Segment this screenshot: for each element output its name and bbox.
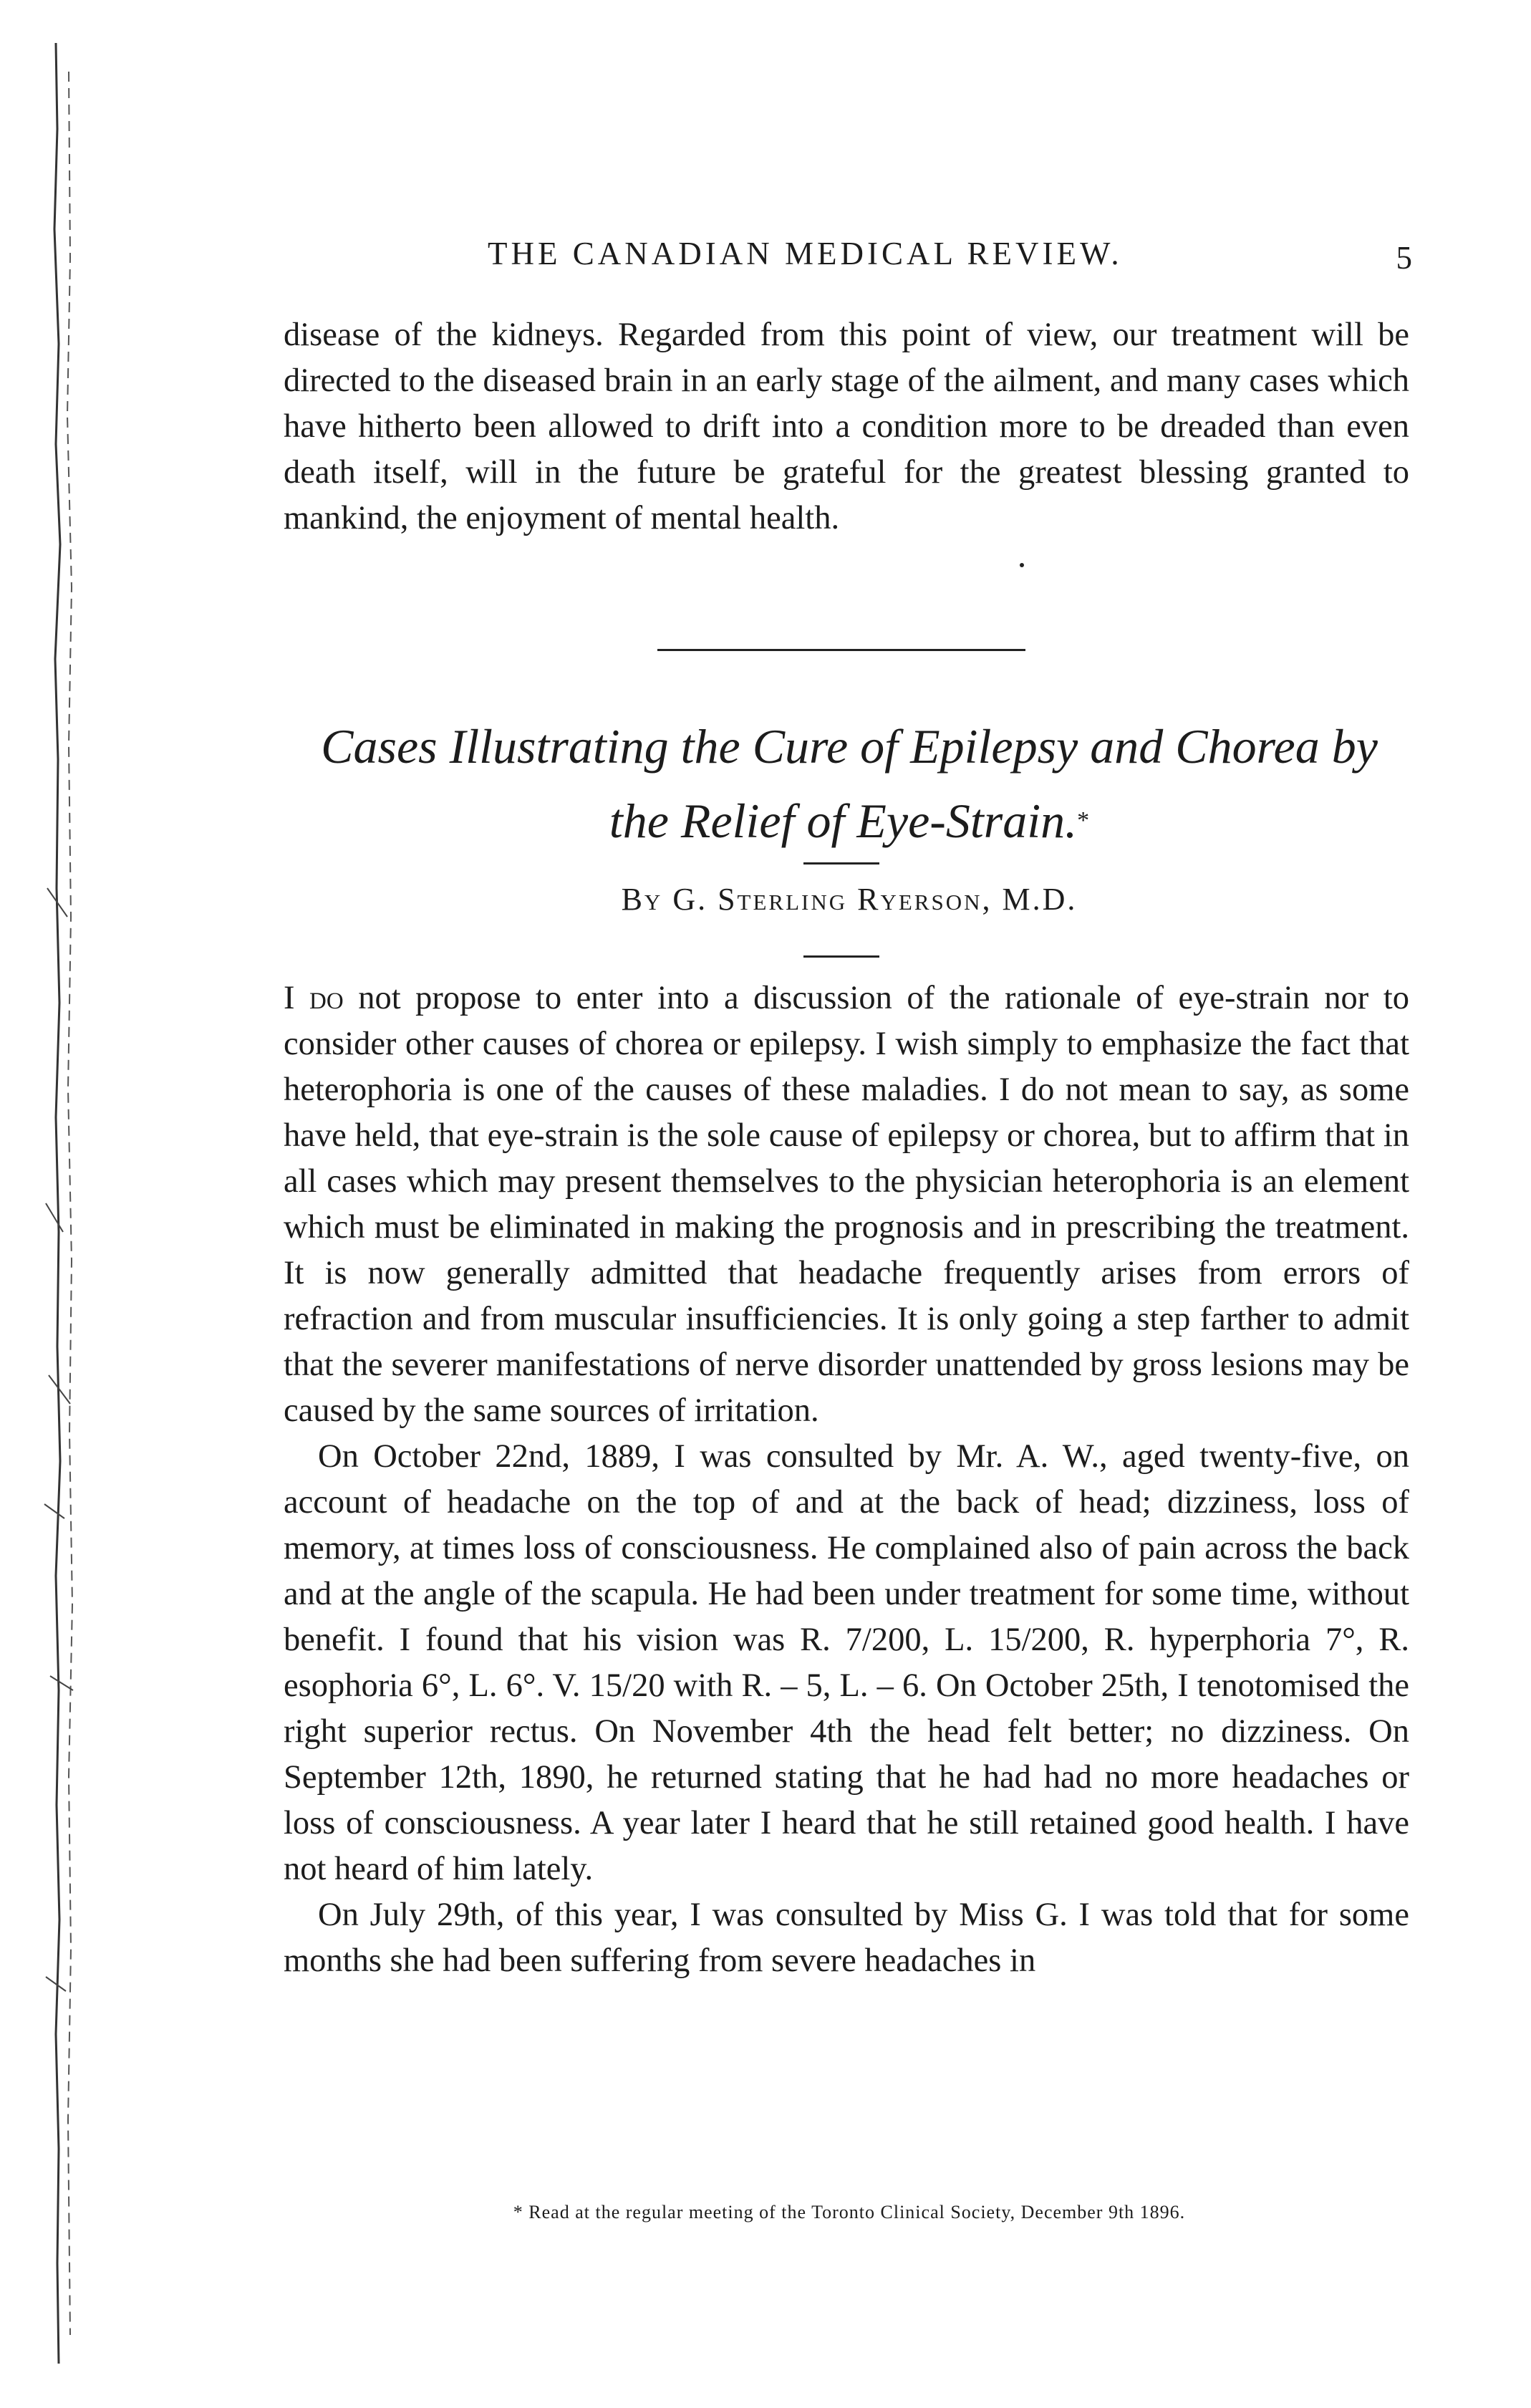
footnote: * Read at the regular meeting of the Toronto Clinical Society, December 9th 1896. bbox=[513, 2202, 1186, 2222]
article-body bbox=[284, 976, 1409, 1984]
section-divider-rule bbox=[657, 649, 1025, 651]
binding-edge bbox=[42, 43, 83, 2364]
opening-paragraph: disease of the kidneys. Regarded from this point of view, our treatment will be directed to the diseased brain in an early stage of the ailment, and many cases which have hitherto been allowed to drift into a condition more to be dreaded than even death itself, will in the future be grateful for the greatest blessing granted to mankind, the enjoyment of mental health. bbox=[284, 317, 1409, 536]
stray-dot bbox=[1020, 563, 1024, 567]
footnote-marker: * bbox=[1077, 807, 1090, 834]
page-number: 5 bbox=[1396, 240, 1412, 276]
running-head-title: THE CANADIAN MEDICAL REVIEW. bbox=[488, 236, 1123, 271]
article-paragraph-2: On October 22nd, 1889, I was consulted by Mr. A. W., aged twenty-five, on account of headache on the top of and at the back of head; dizziness, loss of memory, at times loss of consciousness. He complained also of pain across the back and at the angle of the scapula. He had been under treatment for some time, without benefit. I found that his vision was R. 7/200, L. 15/200, R. hyperphoria 7°, R. esophoria 6°, L. 6°. V. 15/20 with R. – 5, L. – 6. On October 25th, I tenotomised the right superior rectus. On November 4th the head felt better; no dizziness. On September 12th, 1890, he returned stating that he had had no more headaches or loss of consciousness. A year later I heard that he still retained good health. I have not heard of him lately. bbox=[284, 1438, 1409, 1887]
article-paragraph-3: On July 29th, of this year, I was consulted by Miss G. I was told that for some months she had been suffering from severe headaches in bbox=[284, 1897, 1409, 1979]
article-title-line-1: Cases Illustrating the Cure of Epilepsy and Chorea by bbox=[321, 719, 1378, 774]
byline-rule-bottom bbox=[803, 955, 879, 958]
paragraph-1-lead: I do bbox=[284, 980, 344, 1016]
running-head bbox=[284, 235, 1412, 278]
byline: By G. Sterling Ryerson, M.D. bbox=[621, 882, 1078, 917]
paragraph-1-text: not propose to enter into a discussion of the rationale of eye-strain nor to consider other causes of chorea or epilepsy. I wish simply to emphasize the fact that heterophoria is one of the causes of these maladies. I do not mean to say, as some have held, that eye-strain is the sole cause of epilepsy or chorea, but to affirm that in all cases which may present themselves to the physician heterophoria is an element which must be eliminated in making the prognosis and in prescribing the treatment. It is now generally admitted that headache frequently arises from errors of refraction and from muscular insufficiencies. It is only going a step farther to admit that the severer manifestations of nerve disorder unattended by gross lesions may be caused by the same sources of irritation. bbox=[284, 980, 1409, 1429]
article-title bbox=[284, 709, 1415, 858]
article-title-line-2 bbox=[284, 784, 1415, 858]
opening-paragraph-block bbox=[284, 312, 1409, 541]
byline-rule-top bbox=[803, 862, 879, 865]
article-title-line-2-text: the Relief of Eye-Strain. bbox=[609, 794, 1078, 848]
article-paragraph-1 bbox=[284, 976, 1409, 1434]
